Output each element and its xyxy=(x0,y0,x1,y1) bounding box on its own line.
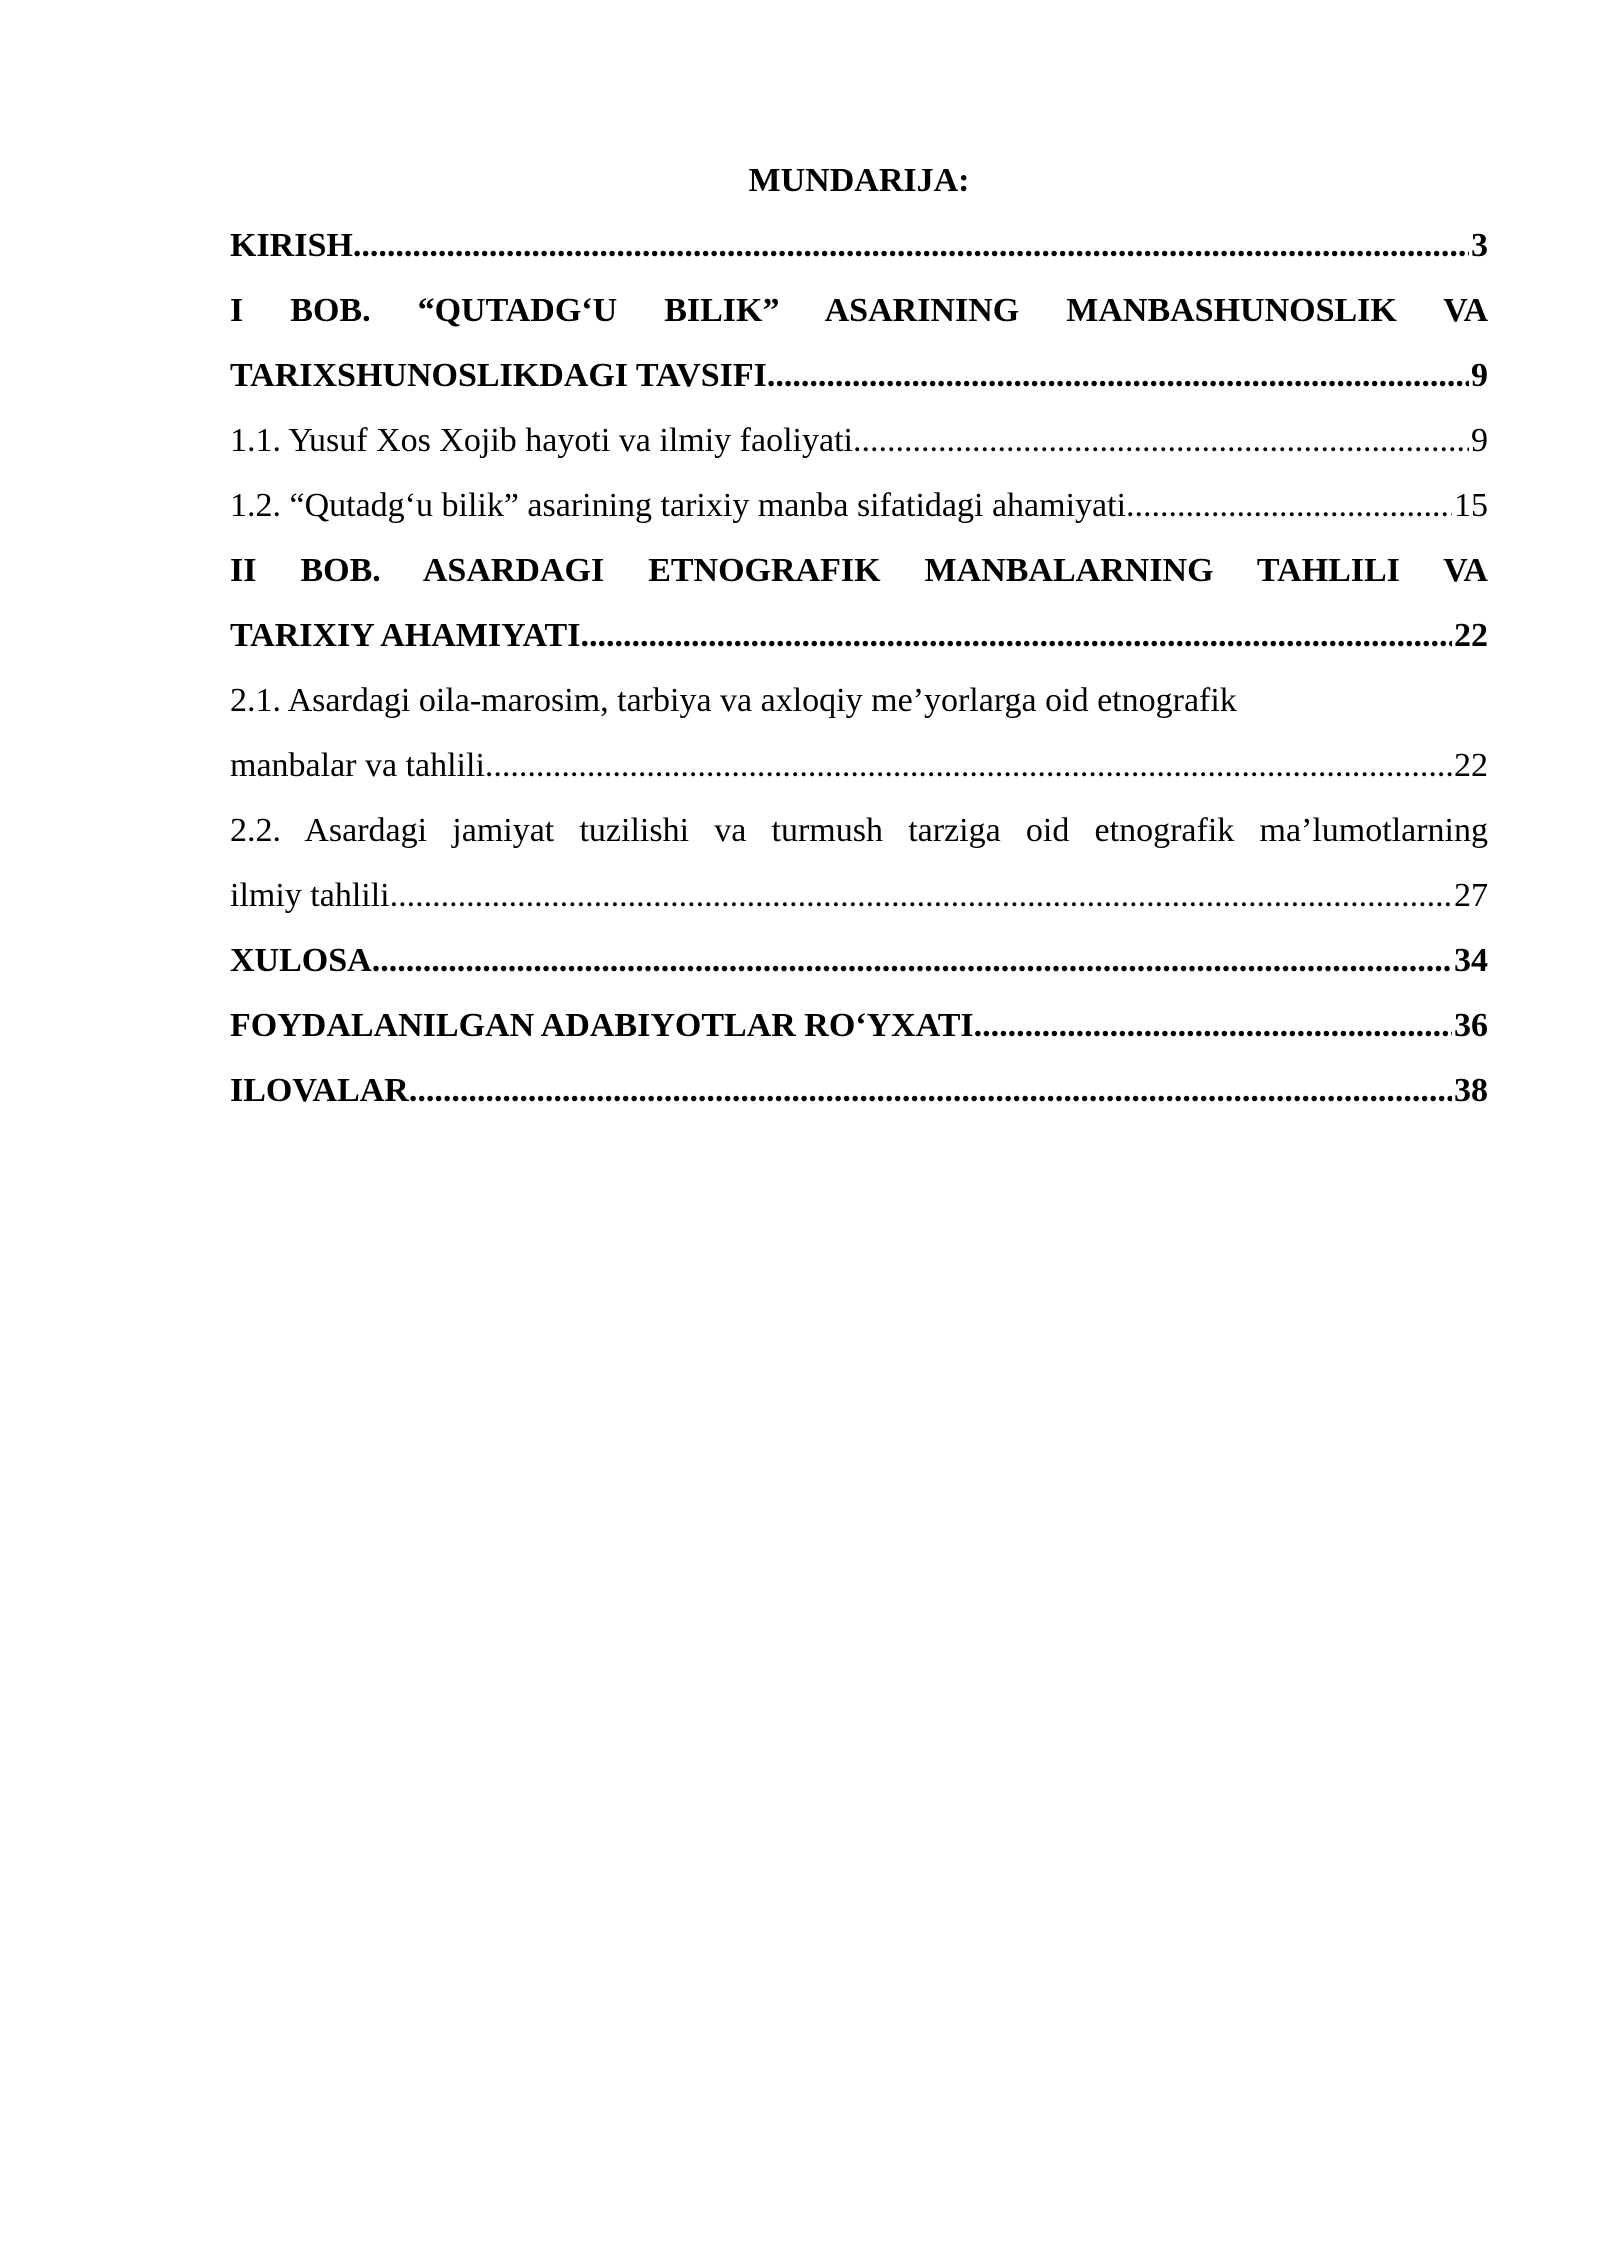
toc-entry-label-line2: manbalar va tahlili xyxy=(230,747,485,784)
dot-leader xyxy=(767,343,1469,408)
toc-entry-appendices[interactable] xyxy=(230,1058,1488,1123)
dot-leader xyxy=(853,408,1469,473)
toc-entry-label: XULOSA xyxy=(230,942,372,979)
toc-page-number: 15 xyxy=(1454,487,1488,524)
toc-entry-label: KIRISH xyxy=(230,227,353,264)
dot-leader xyxy=(974,993,1452,1058)
toc-entry-label-line2: TARIXIY AHAMIYATI xyxy=(230,617,581,654)
dot-leader xyxy=(409,1058,1452,1123)
dot-leader xyxy=(390,863,1452,928)
toc-page-number: 9 xyxy=(1471,422,1488,459)
toc-page-number: 9 xyxy=(1471,357,1488,394)
toc-entry-section-2-1[interactable] xyxy=(230,668,1488,798)
toc-entry-label-line1: 2.1. Asardagi oila-marosim, tarbiya va axloqiy me’yorlarga oid etnografik xyxy=(230,682,1237,719)
toc-page-number: 36 xyxy=(1454,1007,1488,1044)
toc-page-number: 22 xyxy=(1454,747,1488,784)
dot-leader xyxy=(580,603,1452,668)
dot-leader xyxy=(1126,473,1452,538)
toc-entry-label: 1.1. Yusuf Xos Xojib hayoti va ilmiy faoliyati xyxy=(230,422,853,459)
toc-page-number: 38 xyxy=(1454,1072,1488,1109)
toc-entry-kirish[interactable] xyxy=(230,213,1488,278)
dot-leader xyxy=(353,213,1469,278)
toc-entry-section-2-2[interactable] xyxy=(230,798,1488,928)
toc-page-number: 34 xyxy=(1454,942,1488,979)
toc-entry-bob-1[interactable] xyxy=(230,278,1488,408)
toc-entry-bob-2[interactable] xyxy=(230,538,1488,668)
toc-entry-label-line2: ilmiy tahlili xyxy=(230,877,390,914)
toc-entry-xulosa[interactable] xyxy=(230,928,1488,993)
toc-page-number: 22 xyxy=(1454,617,1488,654)
toc-entry-section-1-2[interactable] xyxy=(230,473,1488,538)
toc-page-number: 27 xyxy=(1454,877,1488,914)
toc-entry-label-line2: TARIXSHUNOSLIKDAGI TAVSIFI xyxy=(230,357,767,394)
dot-leader xyxy=(372,928,1452,993)
toc-entry-label-line1: II BOB. ASARDAGI ETNOGRAFIK MANBALARNING TAHLILI VA xyxy=(230,552,1488,589)
toc-entry-section-1-1[interactable] xyxy=(230,408,1488,473)
dot-leader xyxy=(485,733,1452,798)
toc-entry-label: 1.2. “Qutadg‘u bilik” asarining tarixiy manba sifatidagi ahamiyati xyxy=(230,487,1127,524)
toc-entry-label: FOYDALANILGAN ADABIYOTLAR RO‘YXATI xyxy=(230,1007,974,1044)
table-of-contents xyxy=(230,148,1488,1123)
toc-title: MUNDARIJA: xyxy=(748,162,970,199)
toc-entry-references[interactable] xyxy=(230,993,1488,1058)
toc-entry-label: ILOVALAR xyxy=(230,1072,409,1109)
toc-entry-label-line1: 2.2. Asardagi jamiyat tuzilishi va turmush tarziga oid etnografik ma’lumotlarning xyxy=(230,812,1488,849)
toc-entry-label-line1: I BOB. “QUTADG‘U BILIK” ASARINING MANBASHUNOSLIK VA xyxy=(230,292,1488,329)
toc-page-number: 3 xyxy=(1471,227,1488,264)
